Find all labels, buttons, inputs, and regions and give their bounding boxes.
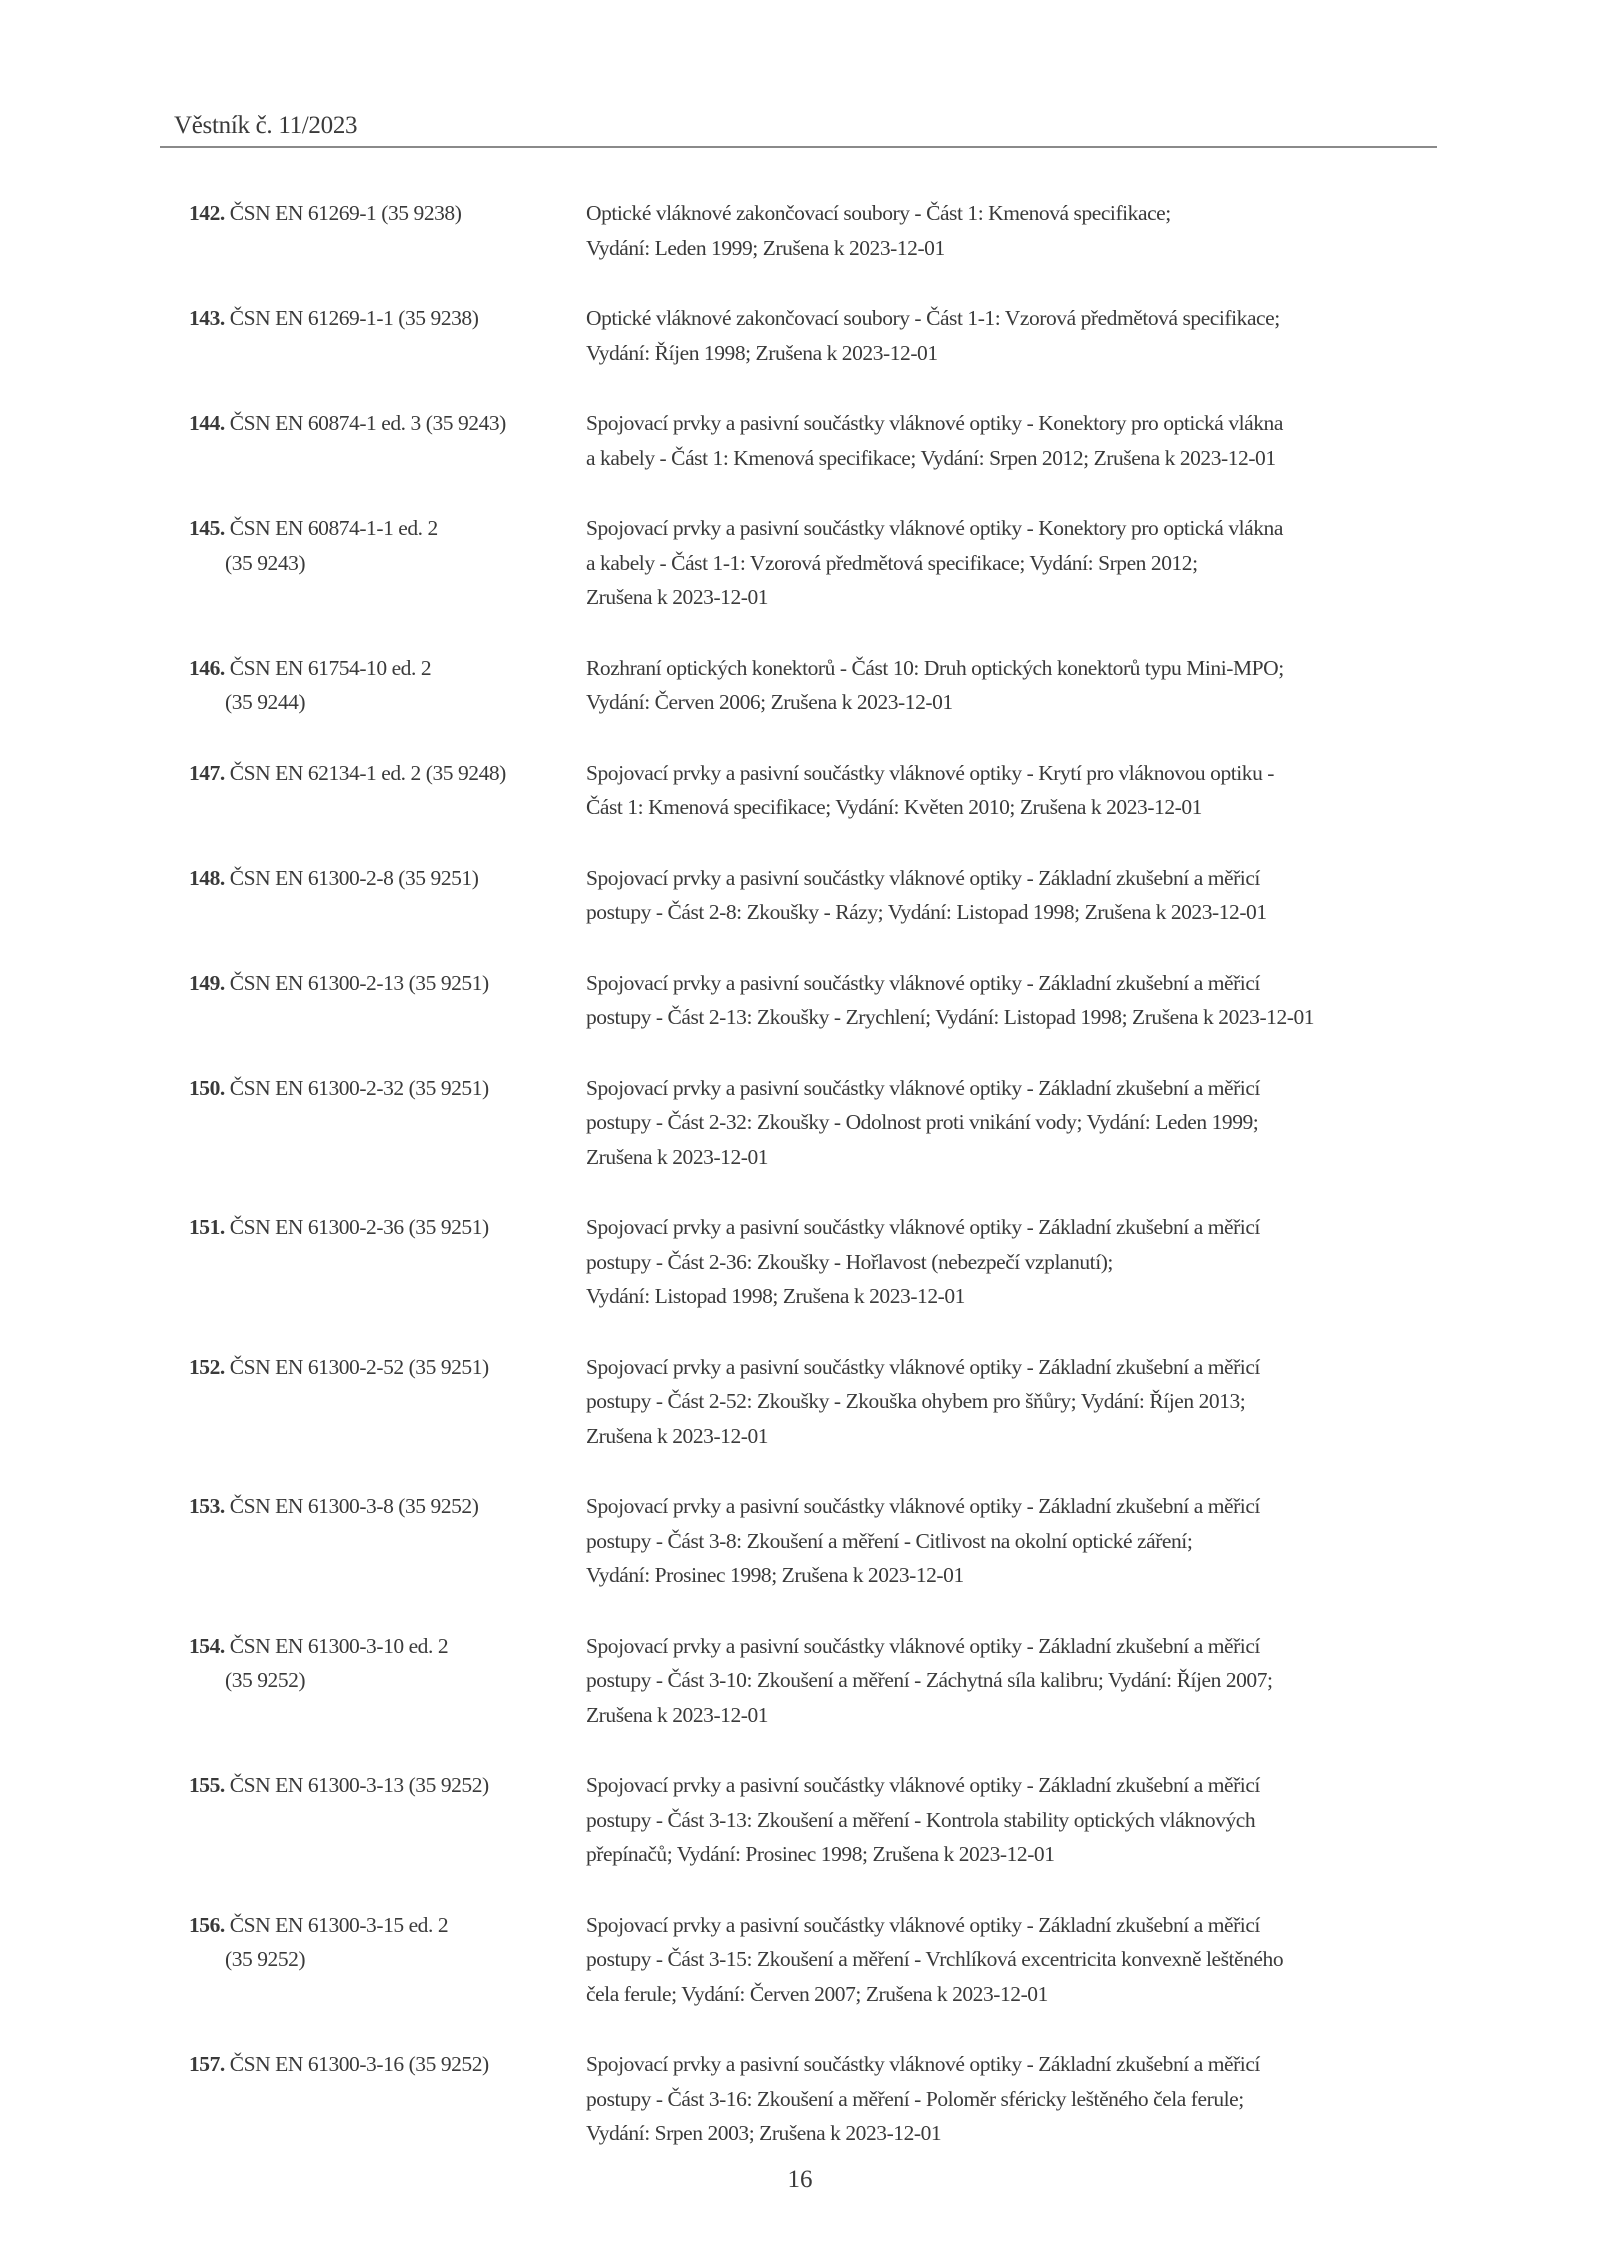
list-item bbox=[189, 1489, 1449, 1593]
description-line: Spojovací prvky a pasivní součástky vláknové optiky - Základní zkušební a měřicí bbox=[586, 970, 1260, 995]
standard-code-text: ČSN EN 62134-1 ed. 2 (35 9248) bbox=[229, 760, 506, 785]
list-item bbox=[189, 196, 1449, 265]
list-item bbox=[189, 406, 1449, 475]
standard-code bbox=[189, 1908, 586, 2012]
standard-code-line bbox=[189, 511, 586, 546]
description-line: postupy - Část 3-16: Zkoušení a měření - Poloměr sféricky leštěného čela ferule; bbox=[586, 2086, 1244, 2111]
standard-description bbox=[586, 196, 1171, 265]
standard-description bbox=[586, 1768, 1260, 1872]
standard-code bbox=[189, 1629, 586, 1733]
list-item bbox=[189, 651, 1449, 720]
standard-code bbox=[189, 966, 586, 1035]
standard-description bbox=[586, 406, 1283, 475]
description-line: Část 1: Kmenová specifikace; Vydání: Květen 2010; Zrušena k 2023-12-01 bbox=[586, 795, 1202, 819]
standard-code-line bbox=[189, 861, 586, 896]
item-number: 143. bbox=[189, 306, 225, 330]
description-line: Spojovací prvky a pasivní součástky vláknové optiky - Konektory pro optická vlákna bbox=[586, 516, 1283, 540]
standard-code-line bbox=[189, 1768, 586, 1803]
item-number: 155. bbox=[189, 1773, 225, 1797]
page-number: 16 bbox=[787, 2166, 813, 2193]
description-line: čela ferule; Vydání: Červen 2007; Zrušena k 2023-12-01 bbox=[586, 1981, 1048, 2006]
standard-code-line bbox=[189, 301, 586, 336]
standard-code-line bbox=[189, 651, 586, 686]
list-item bbox=[189, 1210, 1449, 1314]
standard-code-text: ČSN EN 61300-2-32 (35 9251) bbox=[229, 1075, 489, 1100]
standard-code bbox=[189, 2047, 586, 2151]
item-number: 144. bbox=[189, 411, 225, 435]
standard-description bbox=[586, 1908, 1283, 2012]
description-line: Zrušena k 2023-12-01 bbox=[586, 1423, 769, 1448]
page-header-title: Věstník č. 11/2023 bbox=[174, 112, 358, 139]
description-line: Vydání: Červen 2006; Zrušena k 2023-12-01 bbox=[586, 690, 953, 714]
description-line: Vydání: Prosinec 1998; Zrušena k 2023-12-01 bbox=[586, 1563, 964, 1587]
description-line: Spojovací prvky a pasivní součástky vláknové optiky - Základní zkušební a měřicí bbox=[586, 1215, 1260, 1239]
standard-description bbox=[586, 861, 1267, 930]
standard-code-line bbox=[189, 756, 586, 791]
standard-description bbox=[586, 1629, 1273, 1733]
description-line: Vydání: Srpen 2003; Zrušena k 2023-12-01 bbox=[586, 2121, 942, 2145]
description-line: Spojovací prvky a pasivní součástky vláknové optiky - Základní zkušební a měřicí bbox=[586, 1773, 1260, 1797]
standard-description bbox=[586, 1489, 1260, 1593]
standard-code-text: ČSN EN 61269-1-1 (35 9238) bbox=[229, 306, 479, 330]
list-item bbox=[189, 756, 1449, 825]
standard-description bbox=[586, 1210, 1260, 1314]
standard-description bbox=[586, 301, 1280, 370]
item-number: 142. bbox=[189, 201, 225, 225]
description-line: Optické vláknové zakončovací soubory - Část 1-1: Vzorová předmětová specifikace; bbox=[586, 306, 1280, 330]
standard-code-line bbox=[189, 966, 586, 1001]
list-item bbox=[189, 511, 1449, 615]
standard-code-line bbox=[189, 1210, 586, 1245]
description-line: postupy - Část 3-15: Zkoušení a měření - Vrchlíková excentricita konvexně leštěného bbox=[586, 1947, 1284, 1971]
item-number: 153. bbox=[189, 1494, 225, 1518]
standard-code-text: ČSN EN 60874-1-1 ed. 2 bbox=[229, 516, 438, 540]
standard-code-text: (35 9244) bbox=[225, 690, 306, 714]
standard-description bbox=[586, 651, 1284, 720]
standard-code-text: ČSN EN 60874-1 ed. 3 (35 9243) bbox=[229, 411, 506, 435]
list-item bbox=[189, 1908, 1449, 2012]
standard-code-text: (35 9252) bbox=[225, 1668, 306, 1692]
standard-code-line bbox=[189, 1942, 586, 1977]
description-line: postupy - Část 2-52: Zkoušky - Zkouška ohybem pro šňůry; Vydání: Říjen 2013; bbox=[586, 1389, 1246, 1413]
standard-description bbox=[586, 756, 1274, 825]
standard-code bbox=[189, 1768, 586, 1872]
item-number: 151. bbox=[189, 1215, 225, 1239]
standard-description bbox=[586, 511, 1283, 615]
description-line: postupy - Část 3-10: Zkoušení a měření - Záchytná síla kalibru; Vydání: Říjen 2007; bbox=[586, 1668, 1273, 1692]
standard-code-line bbox=[189, 1489, 586, 1524]
description-line: Vydání: Leden 1999; Zrušena k 2023-12-01 bbox=[586, 235, 945, 260]
list-item bbox=[189, 1768, 1449, 1872]
description-line: Optické vláknové zakončovací soubory - Část 1: Kmenová specifikace; bbox=[586, 201, 1171, 225]
item-number: 157. bbox=[189, 2052, 225, 2076]
standard-code-line bbox=[189, 1629, 586, 1664]
item-number: 146. bbox=[189, 655, 225, 680]
description-line: Spojovací prvky a pasivní součástky vláknové optiky - Základní zkušební a měřicí bbox=[586, 1912, 1260, 1937]
header-divider bbox=[160, 146, 1437, 148]
description-line: postupy - Část 2-8: Zkoušky - Rázy; Vydání: Listopad 1998; Zrušena k 2023-12-01 bbox=[586, 900, 1267, 924]
list-item bbox=[189, 301, 1449, 370]
description-line: postupy - Část 2-32: Zkoušky - Odolnost proti vnikání vody; Vydání: Leden 1999; bbox=[586, 1110, 1259, 1134]
standard-code-line bbox=[189, 2047, 586, 2082]
description-line: Spojovací prvky a pasivní součástky vláknové optiky - Konektory pro optická vlákna bbox=[586, 411, 1283, 435]
item-number: 150. bbox=[189, 1075, 225, 1100]
list-item bbox=[189, 2047, 1449, 2151]
standard-code-text: ČSN EN 61300-3-10 ed. 2 bbox=[229, 1633, 449, 1658]
standard-code bbox=[189, 1071, 586, 1175]
description-line: Vydání: Říjen 1998; Zrušena k 2023-12-01 bbox=[586, 340, 938, 365]
standard-code-text: ČSN EN 61269-1 (35 9238) bbox=[229, 201, 462, 225]
standard-code bbox=[189, 1210, 586, 1314]
description-line: Spojovací prvky a pasivní součástky vláknové optiky - Základní zkušební a měřicí bbox=[586, 2052, 1260, 2076]
standard-code-text: ČSN EN 61300-2-13 (35 9251) bbox=[229, 970, 489, 995]
standard-code-text: ČSN EN 61300-2-36 (35 9251) bbox=[229, 1215, 489, 1239]
item-number: 147. bbox=[189, 760, 225, 785]
standard-code-line bbox=[189, 685, 586, 720]
standard-code-text: ČSN EN 61300-3-13 (35 9252) bbox=[229, 1773, 489, 1797]
standard-code-line bbox=[189, 406, 586, 441]
description-line: Rozhraní optických konektorů - Část 10: Druh optických konektorů typu Mini-MPO; bbox=[586, 655, 1284, 680]
item-number: 152. bbox=[189, 1354, 225, 1379]
standard-code bbox=[189, 301, 586, 370]
description-line: Zrušena k 2023-12-01 bbox=[586, 1702, 769, 1727]
description-line: postupy - Část 3-8: Zkoušení a měření - Citlivost na okolní optické záření; bbox=[586, 1528, 1193, 1553]
standard-description bbox=[586, 1350, 1260, 1454]
standard-code bbox=[189, 406, 586, 475]
standard-code bbox=[189, 1489, 586, 1593]
description-line: postupy - Část 3-13: Zkoušení a měření - Kontrola stability optických vláknových bbox=[586, 1807, 1256, 1832]
standard-code bbox=[189, 756, 586, 825]
list-item bbox=[189, 1071, 1449, 1175]
standard-code-line bbox=[189, 1663, 586, 1698]
description-line: Spojovací prvky a pasivní součástky vláknové optiky - Základní zkušební a měřicí bbox=[586, 1075, 1260, 1100]
standard-code bbox=[189, 1350, 586, 1454]
description-line: Spojovací prvky a pasivní součástky vláknové optiky - Základní zkušební a měřicí bbox=[586, 1633, 1260, 1658]
item-number: 149. bbox=[189, 970, 225, 995]
standard-code-text: ČSN EN 61300-3-16 (35 9252) bbox=[229, 2052, 489, 2076]
description-line: a kabely - Část 1: Kmenová specifikace; Vydání: Srpen 2012; Zrušena k 2023-12-01 bbox=[586, 445, 1276, 470]
list-item bbox=[189, 966, 1449, 1035]
description-line: přepínačů; Vydání: Prosinec 1998; Zrušena k 2023-12-01 bbox=[586, 1842, 1055, 1866]
description-line: Vydání: Listopad 1998; Zrušena k 2023-12-01 bbox=[586, 1284, 965, 1308]
standard-code-text: ČSN EN 61300-3-15 ed. 2 bbox=[229, 1912, 449, 1937]
description-line: Spojovací prvky a pasivní součástky vláknové optiky - Základní zkušební a měřicí bbox=[586, 865, 1260, 890]
standard-code-line bbox=[189, 196, 586, 231]
standard-code bbox=[189, 511, 586, 615]
standard-description bbox=[586, 966, 1314, 1035]
item-number: 148. bbox=[189, 865, 225, 890]
description-line: Spojovací prvky a pasivní součástky vláknové optiky - Krytí pro vláknovou optiku - bbox=[586, 760, 1275, 785]
standard-description bbox=[586, 1071, 1260, 1175]
description-line: Spojovací prvky a pasivní součástky vláknové optiky - Základní zkušební a měřicí bbox=[586, 1354, 1260, 1379]
standard-code-text: (35 9252) bbox=[225, 1947, 306, 1971]
item-number: 145. bbox=[189, 516, 225, 540]
standard-code bbox=[189, 861, 586, 930]
description-line: Zrušena k 2023-12-01 bbox=[586, 585, 769, 609]
standard-code-line bbox=[189, 1350, 586, 1385]
description-line: postupy - Část 2-13: Zkoušky - Zrychlení; Vydání: Listopad 1998; Zrušena k 2023-12-01 bbox=[586, 1005, 1315, 1029]
standard-code-text: ČSN EN 61754-10 ed. 2 bbox=[229, 655, 432, 680]
list-item bbox=[189, 1350, 1449, 1454]
list-item bbox=[189, 1629, 1449, 1733]
description-line: a kabely - Část 1-1: Vzorová předmětová specifikace; Vydání: Srpen 2012; bbox=[586, 550, 1198, 575]
list-item bbox=[189, 861, 1449, 930]
standard-code-line bbox=[189, 1071, 586, 1106]
description-line: Spojovací prvky a pasivní součástky vláknové optiky - Základní zkušební a měřicí bbox=[586, 1494, 1260, 1518]
standard-code-text: ČSN EN 61300-3-8 (35 9252) bbox=[229, 1494, 479, 1518]
item-number: 154. bbox=[189, 1633, 225, 1658]
standard-code-text: ČSN EN 61300-2-8 (35 9251) bbox=[229, 865, 479, 890]
standard-code-line bbox=[189, 546, 586, 581]
standard-description bbox=[586, 2047, 1260, 2151]
description-line: Zrušena k 2023-12-01 bbox=[586, 1144, 769, 1169]
standard-code-text: (35 9243) bbox=[225, 550, 306, 575]
item-number: 156. bbox=[189, 1912, 225, 1937]
standards-list bbox=[189, 196, 1449, 2187]
standard-code-line bbox=[189, 1908, 586, 1943]
standard-code bbox=[189, 651, 586, 720]
standard-code-text: ČSN EN 61300-2-52 (35 9251) bbox=[229, 1354, 489, 1379]
standard-code bbox=[189, 196, 586, 265]
description-line: postupy - Část 2-36: Zkoušky - Hořlavost (nebezpečí vzplanutí); bbox=[586, 1249, 1113, 1274]
